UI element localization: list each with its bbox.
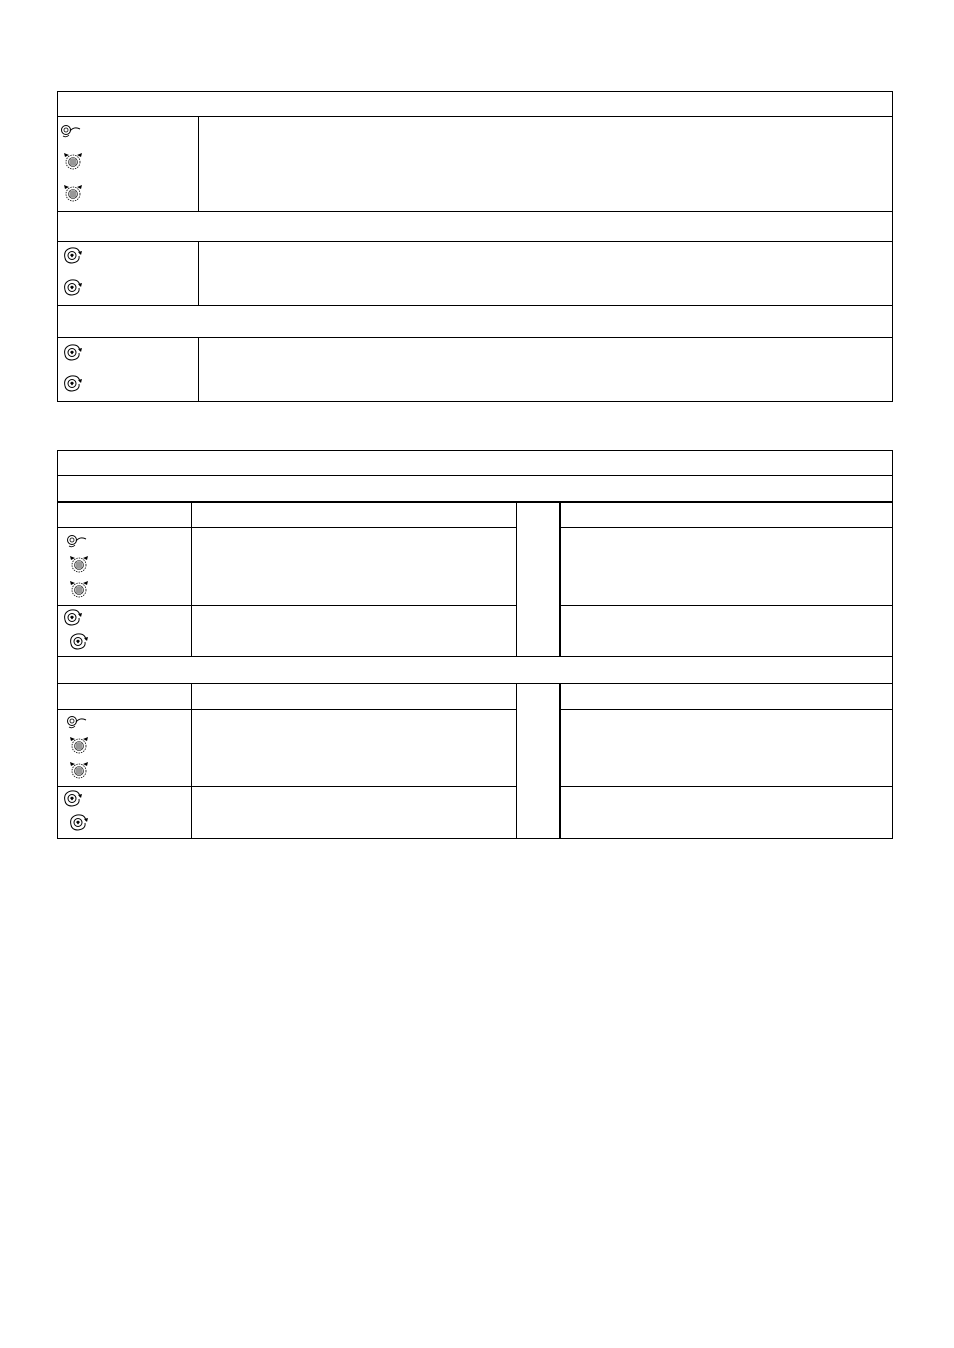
divider	[560, 527, 893, 528]
rotate-icon	[61, 244, 83, 266]
column-divider	[191, 502, 192, 656]
dial-turn-icon	[62, 182, 84, 204]
column-divider	[198, 116, 199, 211]
divider	[57, 305, 893, 306]
cap-removal-icon	[60, 121, 82, 143]
divider	[57, 527, 517, 528]
instruction-table-2	[57, 450, 893, 839]
dial-turn-icon	[68, 759, 90, 781]
rotate-icon	[61, 341, 83, 363]
rotate-icon	[67, 630, 89, 652]
divider	[57, 241, 893, 242]
divider	[57, 475, 893, 476]
column-divider	[198, 241, 199, 305]
cap-removal-icon	[66, 531, 88, 553]
rotate-icon	[67, 811, 89, 833]
divider	[57, 605, 517, 606]
instruction-table-1	[57, 91, 893, 402]
divider	[57, 337, 893, 338]
dial-turn-icon	[62, 150, 84, 172]
column-divider	[191, 683, 192, 839]
divider	[57, 211, 893, 212]
divider	[560, 709, 893, 710]
divider	[57, 709, 517, 710]
rotate-icon	[61, 372, 83, 394]
rotate-icon	[61, 787, 83, 809]
column-divider	[559, 502, 561, 656]
divider-thick	[57, 501, 893, 503]
divider	[560, 605, 893, 606]
rotate-icon	[61, 606, 83, 628]
dial-turn-icon	[68, 734, 90, 756]
divider	[57, 683, 893, 684]
column-divider	[516, 683, 517, 839]
divider	[57, 116, 893, 117]
column-divider	[198, 337, 199, 402]
dial-turn-icon	[68, 553, 90, 575]
divider	[57, 656, 893, 657]
divider	[57, 786, 517, 787]
divider	[560, 786, 893, 787]
cap-removal-icon	[66, 712, 88, 734]
rotate-icon	[61, 276, 83, 298]
column-divider	[516, 502, 517, 656]
column-divider	[559, 683, 561, 839]
dial-turn-icon	[68, 578, 90, 600]
